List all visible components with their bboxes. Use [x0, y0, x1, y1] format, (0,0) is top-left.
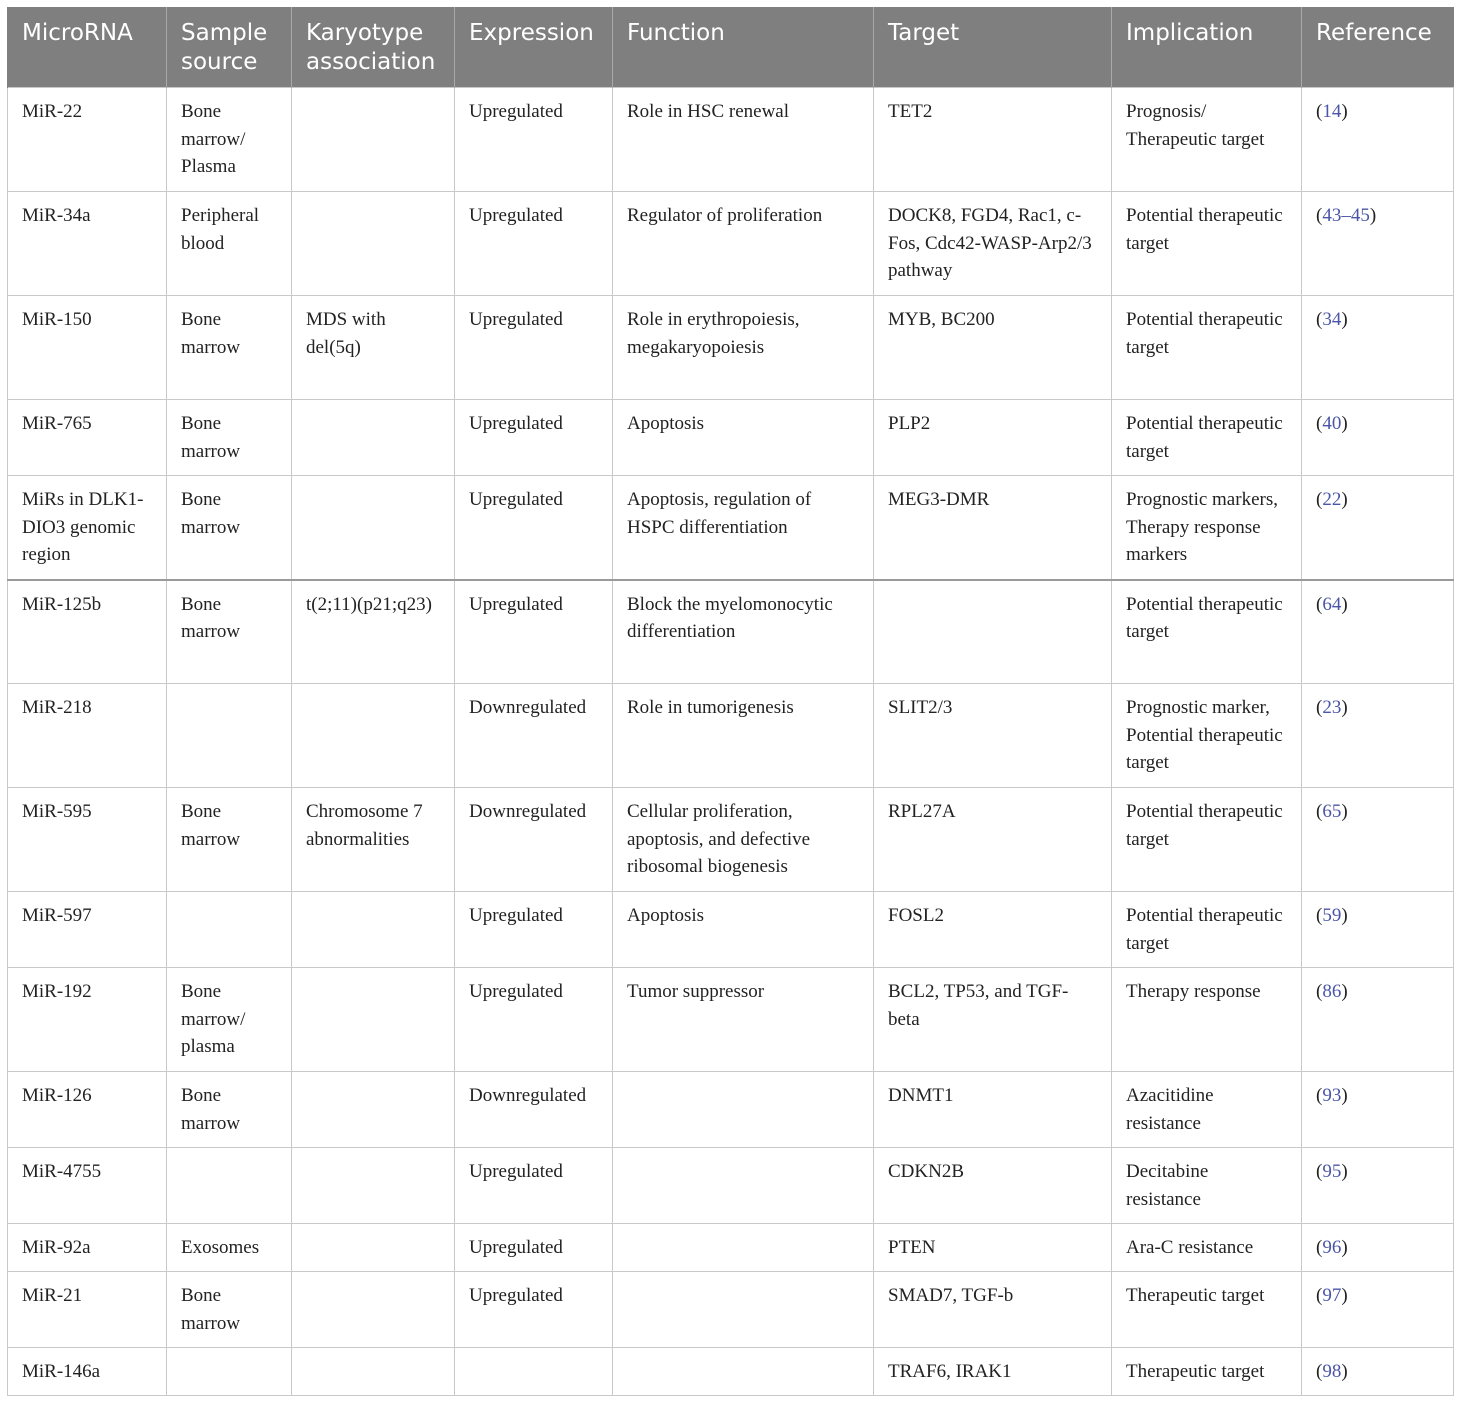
- cell-function: Apoptosis: [613, 892, 874, 968]
- table-row: [8, 968, 1454, 1072]
- table-row: [8, 892, 1454, 968]
- reference-link[interactable]: 22: [1322, 489, 1342, 510]
- cell-expression: Upregulated: [455, 476, 613, 580]
- cell-mirna: MiR-126: [8, 1072, 167, 1148]
- reference-link[interactable]: 14: [1322, 101, 1342, 122]
- cell-function: Role in tumorigenesis: [613, 684, 874, 788]
- cell-source: Peripheral blood: [167, 192, 292, 296]
- cell-reference: (65): [1302, 788, 1454, 892]
- cell-implication: Potential therapeutic target: [1112, 192, 1302, 296]
- table-row: [8, 580, 1454, 684]
- header-reference: Reference: [1302, 7, 1454, 88]
- cell-source: Bone marrow: [167, 788, 292, 892]
- cell-target: DOCK8, FGD4, Rac1, c-Fos, Cdc42-WASP-Arp2/3 pathway: [874, 192, 1112, 296]
- cell-karyotype: [292, 1224, 455, 1272]
- table-row: [8, 684, 1454, 788]
- cell-implication: Potential therapeutic target: [1112, 788, 1302, 892]
- cell-mirna: MiRs in DLK1-DIO3 genomic region: [8, 476, 167, 580]
- cell-reference: (23): [1302, 684, 1454, 788]
- cell-function: Apoptosis, regulation of HSPC differentiation: [613, 476, 874, 580]
- cell-function: [613, 1072, 874, 1148]
- cell-source: Bone marrow: [167, 296, 292, 400]
- cell-target: PLP2: [874, 400, 1112, 476]
- table-row: [8, 1272, 1454, 1348]
- reference-link[interactable]: 40: [1322, 413, 1342, 434]
- reference-link[interactable]: 59: [1322, 905, 1342, 926]
- cell-target: TRAF6, IRAK1: [874, 1348, 1112, 1396]
- cell-karyotype: [292, 1272, 455, 1348]
- cell-karyotype: [292, 192, 455, 296]
- cell-target: SLIT2/3: [874, 684, 1112, 788]
- cell-karyotype: Chromosome 7 abnormalities: [292, 788, 455, 892]
- cell-source: [167, 892, 292, 968]
- table-row: [8, 192, 1454, 296]
- cell-function: [613, 1224, 874, 1272]
- cell-expression: Upregulated: [455, 1148, 613, 1224]
- cell-target: SMAD7, TGF-b: [874, 1272, 1112, 1348]
- table-row: [8, 296, 1454, 400]
- cell-expression: Downregulated: [455, 1072, 613, 1148]
- cell-reference: (14): [1302, 88, 1454, 192]
- cell-source: Bone marrow: [167, 400, 292, 476]
- cell-reference: (22): [1302, 476, 1454, 580]
- cell-reference: (59): [1302, 892, 1454, 968]
- table-row: [8, 1224, 1454, 1272]
- cell-expression: Upregulated: [455, 1272, 613, 1348]
- cell-mirna: MiR-34a: [8, 192, 167, 296]
- cell-karyotype: [292, 88, 455, 192]
- cell-function: Apoptosis: [613, 400, 874, 476]
- cell-implication: Potential therapeutic target: [1112, 400, 1302, 476]
- header-implication: Implication: [1112, 7, 1302, 88]
- reference-link[interactable]: 93: [1322, 1085, 1342, 1106]
- cell-expression: Upregulated: [455, 580, 613, 684]
- table-header: [8, 7, 1454, 88]
- cell-source: Bone marrow: [167, 580, 292, 684]
- cell-implication: Ara-C resistance: [1112, 1224, 1302, 1272]
- cell-function: Role in erythropoiesis, megakaryopoiesis: [613, 296, 874, 400]
- reference-link[interactable]: 43–45: [1322, 205, 1370, 226]
- cell-mirna: MiR-597: [8, 892, 167, 968]
- cell-source: Bone marrow: [167, 1272, 292, 1348]
- mirna-table: [7, 7, 1454, 1396]
- cell-implication: Potential therapeutic target: [1112, 296, 1302, 400]
- cell-expression: Upregulated: [455, 968, 613, 1072]
- cell-source: Bone marrow: [167, 1072, 292, 1148]
- header-function: Function: [613, 7, 874, 88]
- cell-mirna: MiR-765: [8, 400, 167, 476]
- cell-karyotype: [292, 684, 455, 788]
- cell-reference: (64): [1302, 580, 1454, 684]
- header-expression: Expression: [455, 7, 613, 88]
- cell-source: [167, 684, 292, 788]
- cell-target: FOSL2: [874, 892, 1112, 968]
- reference-link[interactable]: 86: [1322, 981, 1342, 1002]
- cell-expression: Upregulated: [455, 400, 613, 476]
- cell-expression: Upregulated: [455, 296, 613, 400]
- cell-mirna: MiR-218: [8, 684, 167, 788]
- cell-mirna: MiR-595: [8, 788, 167, 892]
- cell-function: Role in HSC renewal: [613, 88, 874, 192]
- cell-implication: Potential therapeutic target: [1112, 892, 1302, 968]
- cell-karyotype: MDS with del(5q): [292, 296, 455, 400]
- cell-implication: Decitabine resistance: [1112, 1148, 1302, 1224]
- cell-karyotype: [292, 1148, 455, 1224]
- cell-implication: Therapeutic target: [1112, 1272, 1302, 1348]
- cell-mirna: MiR-192: [8, 968, 167, 1072]
- cell-target: MYB, BC200: [874, 296, 1112, 400]
- cell-mirna: MiR-92a: [8, 1224, 167, 1272]
- reference-link[interactable]: 64: [1322, 593, 1342, 615]
- table-row: [8, 476, 1454, 580]
- table-row: [8, 1148, 1454, 1224]
- table-row: [8, 400, 1454, 476]
- cell-reference: (43–45): [1302, 192, 1454, 296]
- cell-mirna: MiR-4755: [8, 1148, 167, 1224]
- cell-karyotype: [292, 1072, 455, 1148]
- cell-expression: [455, 1348, 613, 1396]
- cell-karyotype: [292, 968, 455, 1072]
- header-target: Target: [874, 7, 1112, 88]
- table-row: [8, 1072, 1454, 1148]
- cell-reference: (40): [1302, 400, 1454, 476]
- cell-function: Regulator of proliferation: [613, 192, 874, 296]
- mirna-table-container: [7, 7, 1453, 1396]
- cell-implication: Prognosis/ Therapeutic target: [1112, 88, 1302, 192]
- cell-target: CDKN2B: [874, 1148, 1112, 1224]
- cell-karyotype: [292, 400, 455, 476]
- cell-target: PTEN: [874, 1224, 1112, 1272]
- cell-implication: Prognostic markers, Therapy response markers: [1112, 476, 1302, 580]
- cell-source: Bone marrow/ Plasma: [167, 88, 292, 192]
- cell-expression: Upregulated: [455, 892, 613, 968]
- cell-reference: (97): [1302, 1272, 1454, 1348]
- cell-karyotype: [292, 476, 455, 580]
- cell-source: [167, 1148, 292, 1224]
- cell-source: Exosomes: [167, 1224, 292, 1272]
- cell-function: [613, 1148, 874, 1224]
- cell-reference: (93): [1302, 1072, 1454, 1148]
- cell-mirna: MiR-146a: [8, 1348, 167, 1396]
- cell-mirna: MiR-22: [8, 88, 167, 192]
- cell-target: [874, 580, 1112, 684]
- table-body: [8, 88, 1454, 1396]
- cell-target: DNMT1: [874, 1072, 1112, 1148]
- cell-reference: (95): [1302, 1148, 1454, 1224]
- cell-function: Block the myelomonocytic differentiation: [613, 580, 874, 684]
- reference-link[interactable]: 96: [1322, 1237, 1342, 1258]
- cell-expression: Upregulated: [455, 192, 613, 296]
- table-row: [8, 1348, 1454, 1396]
- cell-expression: Downregulated: [455, 788, 613, 892]
- cell-implication: Therapy response: [1112, 968, 1302, 1072]
- cell-mirna: MiR-150: [8, 296, 167, 400]
- cell-implication: Potential therapeutic target: [1112, 580, 1302, 684]
- cell-reference: (96): [1302, 1224, 1454, 1272]
- cell-implication: Azacitidine resistance: [1112, 1072, 1302, 1148]
- cell-reference: (34): [1302, 296, 1454, 400]
- cell-expression: Upregulated: [455, 88, 613, 192]
- cell-function: [613, 1348, 874, 1396]
- cell-target: BCL2, TP53, and TGF-beta: [874, 968, 1112, 1072]
- cell-source: Bone marrow/ plasma: [167, 968, 292, 1072]
- reference-link[interactable]: 34: [1322, 309, 1342, 330]
- header-microrna: MicroRNA: [8, 7, 167, 88]
- cell-expression: Downregulated: [455, 684, 613, 788]
- cell-karyotype: [292, 1348, 455, 1396]
- cell-function: Tumor suppressor: [613, 968, 874, 1072]
- cell-karyotype: [292, 892, 455, 968]
- reference-link[interactable]: 98: [1322, 1361, 1342, 1382]
- cell-source: [167, 1348, 292, 1396]
- cell-target: MEG3-DMR: [874, 476, 1112, 580]
- cell-source: Bone marrow: [167, 476, 292, 580]
- header-sample-source: Sample source: [167, 7, 292, 88]
- cell-target: TET2: [874, 88, 1112, 192]
- cell-reference: (98): [1302, 1348, 1454, 1396]
- cell-mirna: MiR-21: [8, 1272, 167, 1348]
- header-row: [8, 7, 1454, 88]
- reference-link[interactable]: 23: [1322, 697, 1342, 718]
- cell-reference: (86): [1302, 968, 1454, 1072]
- cell-karyotype: t(2;11)(p21;q23): [292, 580, 455, 684]
- header-karyotype-association: Karyotype association: [292, 7, 455, 88]
- cell-implication: Prognostic marker, Potential therapeutic target: [1112, 684, 1302, 788]
- cell-function: Cellular proliferation, apoptosis, and defective ribosomal biogenesis: [613, 788, 874, 892]
- cell-mirna: MiR-125b: [8, 580, 167, 684]
- cell-function: [613, 1272, 874, 1348]
- table-row: [8, 88, 1454, 192]
- cell-target: RPL27A: [874, 788, 1112, 892]
- reference-link[interactable]: 95: [1322, 1161, 1342, 1182]
- table-row: [8, 788, 1454, 892]
- reference-link[interactable]: 97: [1322, 1285, 1342, 1306]
- cell-expression: Upregulated: [455, 1224, 613, 1272]
- cell-implication: Therapeutic target: [1112, 1348, 1302, 1396]
- reference-link[interactable]: 65: [1322, 801, 1342, 822]
